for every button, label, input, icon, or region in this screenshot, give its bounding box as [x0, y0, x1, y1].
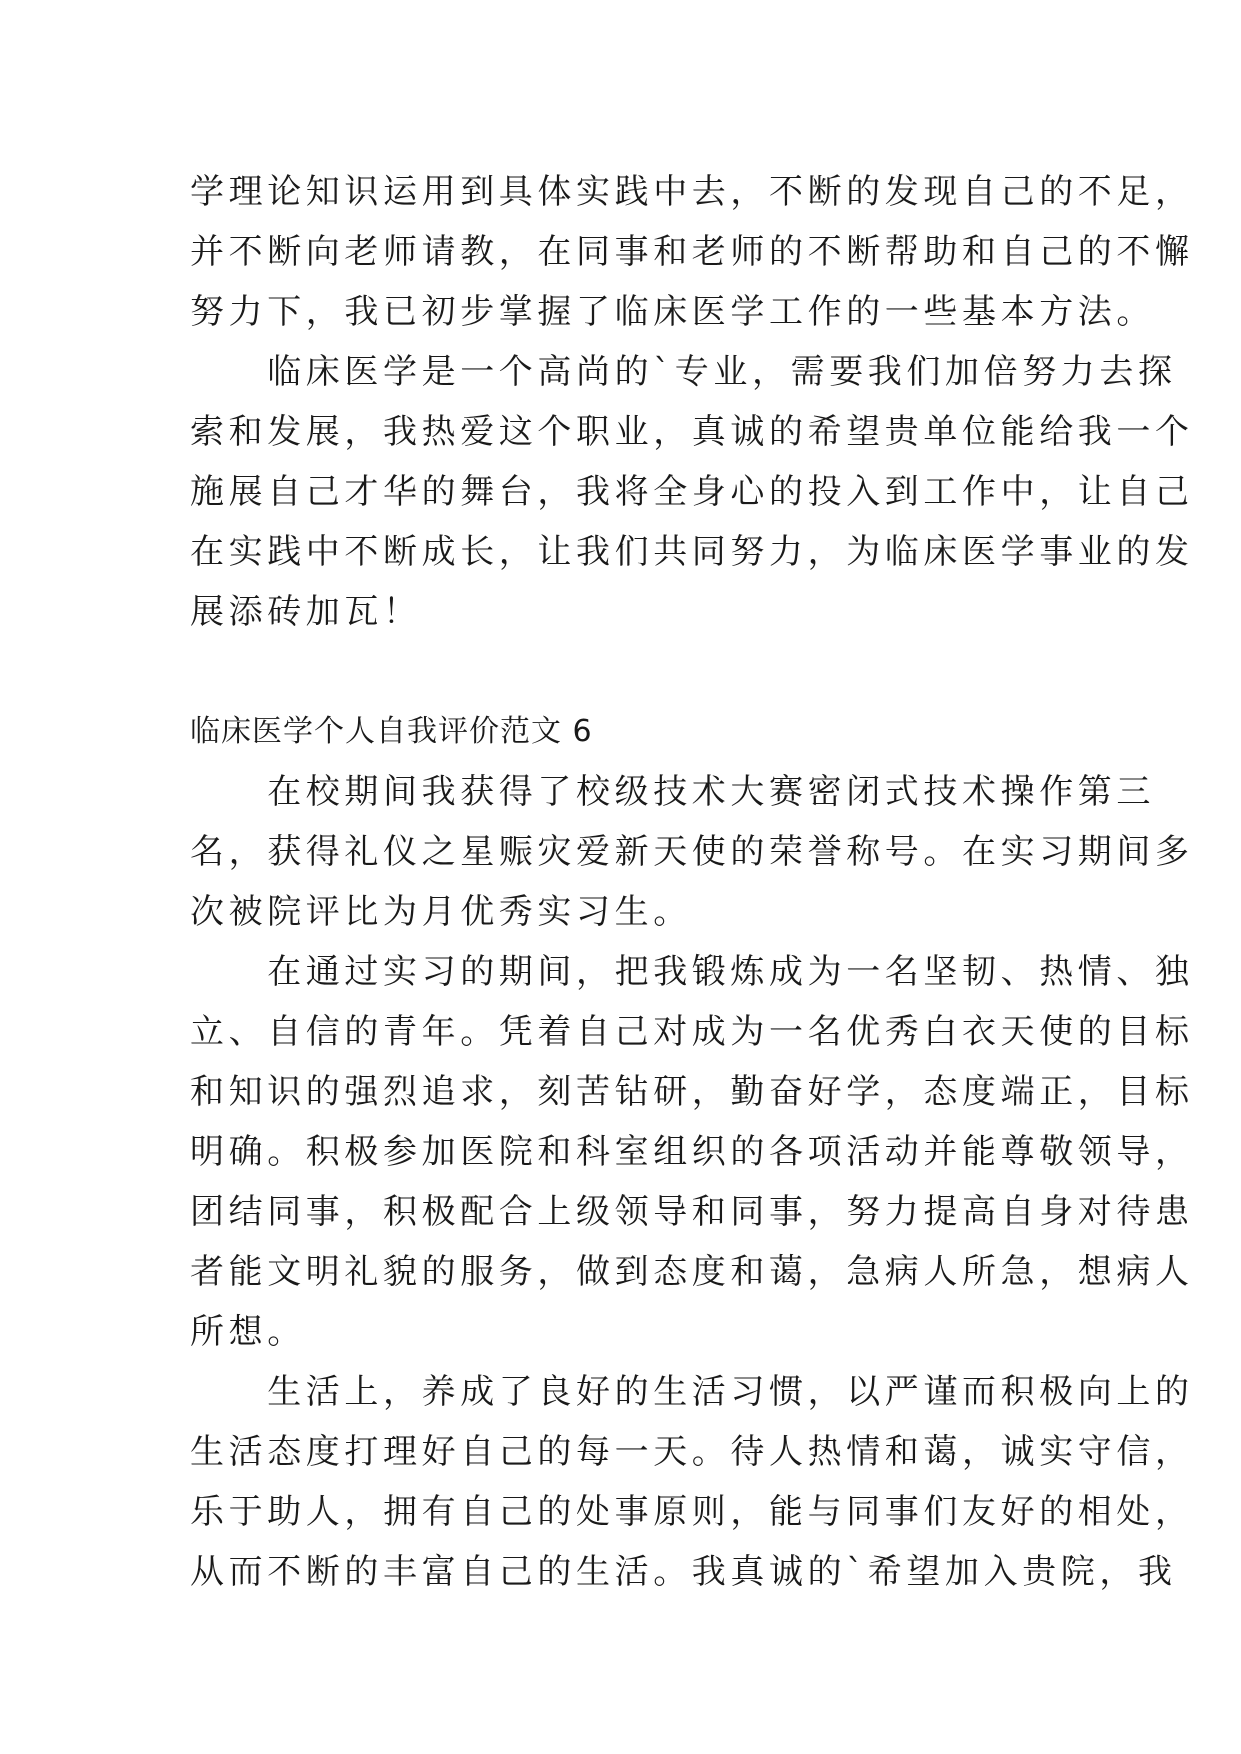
text-line: 明确。积极参加医院和科室组织的各项活动并能尊敬领导，: [190, 1132, 1194, 1172]
text-line: 和知识的强烈追求，刻苦钻研，勤奋好学，态度端正，目标: [190, 1072, 1194, 1112]
text-line: 从而不断的丰富自己的生活。我真诚的`希望加入贵院，我: [190, 1552, 1177, 1592]
text-line: 生活上，养成了良好的生活习惯，以严谨而积极向上的: [190, 1372, 1194, 1412]
text-line: 立、自信的青年。凭着自己对成为一名优秀白衣天使的目标: [190, 1012, 1194, 1052]
text-line: 乐于助人，拥有自己的处事原则，能与同事们友好的相处，: [190, 1492, 1194, 1532]
document-body: [190, 162, 1194, 1602]
text-line: 学理论知识运用到具体实践中去，不断的发现自己的不足，: [190, 172, 1194, 212]
text-line: 在通过实习的期间，把我锻炼成为一名坚韧、热情、独: [190, 952, 1194, 992]
section-heading: 临床医学个人自我评价范文 6: [190, 714, 593, 749]
text-line: 展添砖加瓦！: [190, 592, 422, 632]
text-line: 团结同事，积极配合上级领导和同事，努力提高自身对待患: [190, 1192, 1194, 1232]
text-line: 索和发展，我热爱这个职业，真诚的希望贵单位能给我一个: [190, 412, 1194, 452]
text-line: 施展自己才华的舞台，我将全身心的投入到工作中，让自己: [190, 472, 1194, 512]
text-line: 生活态度打理好自己的每一天。待人热情和蔼，诚实守信，: [190, 1432, 1194, 1472]
text-line: 名，获得礼仪之星赈灾爱新天使的荣誉称号。在实习期间多: [190, 832, 1194, 872]
text-line: 在实践中不断成长，让我们共同努力，为临床医学事业的发: [190, 532, 1194, 572]
text-line: 并不断向老师请教，在同事和老师的不断帮助和自己的不懈: [190, 232, 1194, 272]
text-line: 在校期间我获得了校级技术大赛密闭式技术操作第三: [190, 772, 1155, 812]
text-line: 者能文明礼貌的服务，做到态度和蔼，急病人所急，想病人: [190, 1252, 1194, 1292]
section-spacer: [190, 642, 1070, 702]
text-line: 努力下，我已初步掌握了临床医学工作的一些基本方法。: [190, 292, 1155, 332]
text-line: 次被院评比为月优秀实习生。: [190, 892, 692, 932]
text-line: 临床医学是一个高尚的`专业，需要我们加倍努力去探: [190, 352, 1177, 392]
text-line: 所想。: [190, 1312, 306, 1352]
